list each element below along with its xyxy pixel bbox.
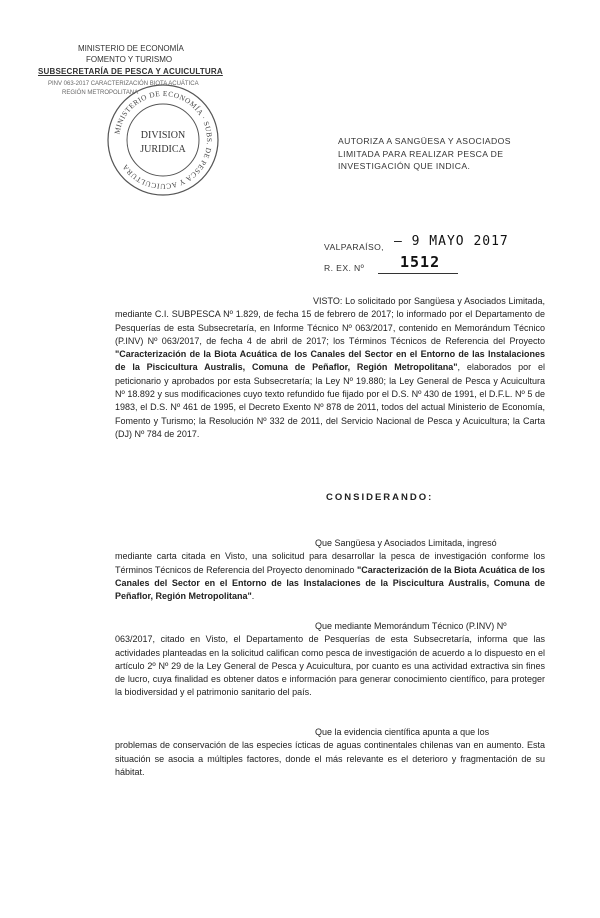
considerando-1-text: mediante carta citada en Visto, una solicitud para desarrollar la pesca de investigación conforme los Términos Técnicos de Referencia del Proyecto denominado [115,551,545,575]
visto-text-2: , elaborados por el peticionario y aprobados por esta Subsecretaría; la Ley Nº 19.880; la Ley General de Pesca y Acuicultura Nº 18.892 y sus modificaciones cuyo texto refundido fue fijado por el D.S. Nº 430 de 1991, el D.F.L. Nº 5 de 1983, el D.S. Nº 461 de 1995, el Decreto Exento Nº 878 de 2011, todos del actual Ministerio de Economía, Fomento y Turismo; la Resolución Nº 332 de 2011, del Servicio Nacional de Pesca y Acuicultura; la Carta (DJ) Nº 784 de 2017. [115,362,545,439]
reference-line-2: REGIÓN METROPOLITANA [62,90,139,96]
rex-underline [378,273,458,274]
visto-project-title: "Caracterización de la Biota Acuática de los Canales del Sector en el Entorno de las Instalaciones de la Piscicultura Australis, Comuna de Peñaflor, Región Metropolitana" [115,349,545,373]
rex-number: 1512 [400,253,441,271]
seal-center-line-1: DIVISION [140,130,186,141]
resolution-title: AUTORIZA A SANGÜESA Y ASOCIADOS LIMITADA PARA REALIZAR PESCA DE INVESTIGACIÓN QUE INDICA. [338,136,511,171]
rex-label: R. EX. Nº [324,263,365,273]
considerando-1 [115,537,545,603]
considerando-2 [115,620,545,700]
considerando-heading: CONSIDERANDO: [326,492,434,503]
visto-text-1: Lo solicitado por Sangüesa y Asociados Limitada, mediante C.I. SUBPESCA Nº 1.829, de fecha 15 de febrero de 2017; lo informado por el Departamento de Pesquerías de esta Subsecretaría, en Informe Técnico Nº 063/2017, contenido en Memorándum Técnico (P.INV) Nº 063/2017, de fecha 4 de abril de 2017; los Términos Técnicos de Referencia del Proyecto [115,296,545,346]
place-label: VALPARAÍSO, [324,242,384,252]
ministry-subtitle: FOMENTO Y TURISMO [86,55,173,64]
visto-label: VISTO: [313,296,343,306]
subsecretaria-name: SUBSECRETARÍA DE PESCA Y ACUICULTURA [38,67,223,76]
ministry-name: MINISTERIO DE ECONOMÍA [78,44,184,53]
reference-line-1: PINV 063-2017 CARACTERIZACIÓN BIOTA ACUÁTICA [48,81,199,87]
seal-center-line-2: JURIDICA [140,144,186,155]
resolution-date: – 9 MAYO 2017 [394,234,509,249]
seal-ring-text: MINISTERIO DE ECONOMÍA · SUBS. DE PESCA Y ACUICULTURA [112,88,215,192]
considerando-1-end: . [251,591,255,602]
considerando-1-first-line: Que Sangüesa y Asociados Limitada, ingresó [315,538,497,548]
considerando-2-text: 063/2017, citado en Visto, el Departamento de Pesquerías de esta Subsecretaría, informa que las actividades planteadas en la solicitud califican como pesca de investigación de acuerdo a lo dispuesto en el artículo 2º Nº 29 de la Ley General de Pesca y Acuicultura, por cuanto es una actividad extractiva sin fines de lucro, cuya finalidad es obtener datos e información para generar conocimiento científico, para proteger la biodiversidad y el patrimonio sanitario del país. [115,634,545,698]
considerando-1-project-title: "Caracterización de la Biota Acuática de los Canales del Sector en el Entorno de las Instalaciones de la Piscicultura Australis, Comuna de Peñaflor, Región Metropolitana" [115,564,546,602]
visto-paragraph [115,295,545,441]
considerando-3-text: problemas de conservación de las especies ícticas de aguas continentales chilenas van en aumento. Esta situación se asocia a múltiples factores, donde el más relevante es el deterioro y fragmentación de su hábitat. [115,740,545,777]
considerando-3 [115,726,545,779]
considerando-2-first-line: Que mediante Memorándum Técnico (P.INV) Nº [315,621,507,631]
considerando-3-first-line: Que la evidencia científica apunta a que los [315,727,490,737]
division-juridica-seal [105,82,221,198]
